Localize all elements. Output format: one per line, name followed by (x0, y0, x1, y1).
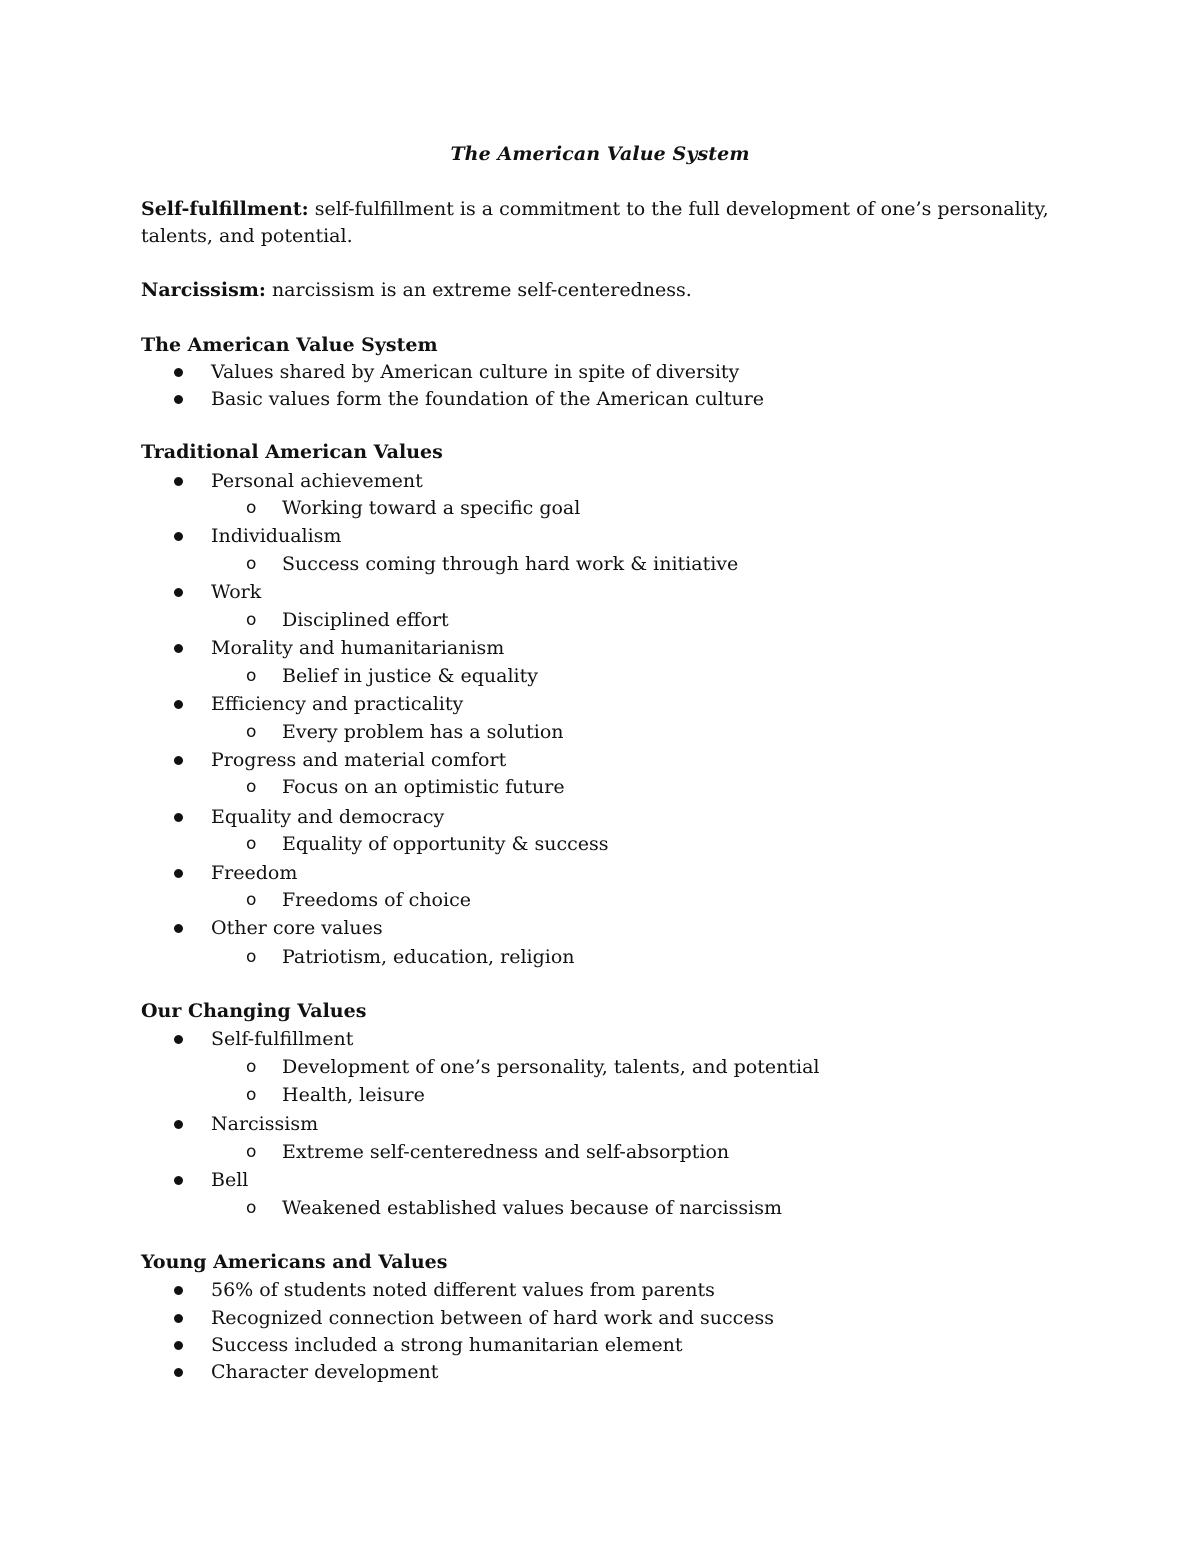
list-item-text: 56% of students noted different values from parents (211, 1279, 715, 1301)
sub-bullet-icon: o (246, 1198, 257, 1218)
list-item (141, 914, 1041, 942)
bullet-icon (174, 700, 183, 709)
list-item (141, 1025, 1041, 1053)
sub-list-item (141, 886, 1041, 914)
bullet-icon (174, 1120, 183, 1129)
document-title: The American Value System (450, 143, 750, 165)
list-item (141, 803, 1041, 831)
sub-list-item (141, 550, 1041, 578)
sub-list-item (141, 662, 1041, 690)
list-item (141, 358, 1041, 386)
sub-bullet-icon: o (246, 1057, 257, 1077)
sub-bullet-icon: o (246, 498, 257, 518)
bullet-icon (174, 1341, 183, 1350)
sub-bullet-icon: o (246, 890, 257, 910)
list-item (141, 1276, 1041, 1304)
list-item-text: Bell (211, 1169, 249, 1191)
list-item (141, 467, 1041, 495)
sub-list-item (141, 718, 1041, 746)
sub-bullet-icon: o (246, 722, 257, 742)
list-item-text: Efficiency and practicality (211, 693, 464, 715)
sub-list-item (141, 830, 1041, 858)
bullet-icon (174, 869, 183, 878)
list-item (141, 634, 1041, 662)
list-item-text: Recognized connection between of hard work and success (211, 1307, 774, 1329)
sub-bullet-icon: o (246, 666, 257, 686)
sub-list-item (141, 1138, 1041, 1166)
list-item (141, 859, 1041, 887)
bullet-icon (174, 477, 183, 486)
sub-bullet-icon: o (246, 610, 257, 630)
sub-list-item-text: Focus on an optimistic future (282, 776, 565, 798)
bullet-icon (174, 644, 183, 653)
bullet-icon (174, 756, 183, 765)
section-heading-traditional: Traditional American Values (141, 441, 443, 463)
sub-list-item (141, 1053, 1041, 1081)
list-item (141, 1304, 1041, 1332)
list-item (141, 690, 1041, 718)
list-item (141, 578, 1041, 606)
definition-narcissism (141, 277, 1051, 304)
list-item (141, 1166, 1041, 1194)
sub-list-item-text: Development of one’s personality, talents, and potential (282, 1056, 820, 1078)
sub-list-item (141, 606, 1041, 634)
definition-self-fulfillment (141, 196, 1051, 250)
list-item-text: Equality and democracy (211, 806, 445, 828)
list-item-text: Basic values form the foundation of the American culture (211, 388, 765, 410)
definition-text: self-fulfillment is a commitment to the full development of one’s personality, talents, and potential. (141, 198, 1049, 247)
section-heading-changing: Our Changing Values (141, 1000, 367, 1022)
definition-text: narcissism is an extreme self-centeredness. (265, 279, 692, 301)
bullet-icon (174, 532, 183, 541)
sub-list-item-text: Every problem has a solution (282, 721, 564, 743)
bullet-icon (174, 813, 183, 822)
bullet-icon (174, 1176, 183, 1185)
sub-bullet-icon: o (246, 777, 257, 797)
sub-list-item-text: Freedoms of choice (282, 889, 471, 911)
sub-bullet-icon: o (246, 1142, 257, 1162)
list-item (141, 385, 1041, 413)
sub-list-item (141, 943, 1041, 971)
sub-list-item-text: Belief in justice & equality (282, 665, 538, 687)
sub-list-item-text: Equality of opportunity & success (282, 833, 609, 855)
bullet-icon (174, 1035, 183, 1044)
sub-list-item-text: Working toward a specific goal (282, 497, 581, 519)
list-item-text: Progress and material comfort (211, 749, 507, 771)
list-item-text: Other core values (211, 917, 383, 939)
sub-list-item (141, 494, 1041, 522)
bullet-icon (174, 1314, 183, 1323)
section-heading-value-system: The American Value System (141, 334, 438, 356)
sub-list-item-text: Extreme self-centeredness and self-absorption (282, 1141, 730, 1163)
sub-bullet-icon: o (246, 554, 257, 574)
list-item-text: Individualism (211, 525, 342, 547)
definition-term: Self-fulfillment: (141, 198, 309, 220)
bullet-icon (174, 924, 183, 933)
sub-list-item (141, 773, 1041, 801)
sub-list-item-text: Weakened established values because of narcissism (282, 1197, 782, 1219)
list-item (141, 1358, 1041, 1386)
bullet-icon (174, 368, 183, 377)
list-item-text: Freedom (211, 862, 298, 884)
list-item-text: Narcissism (211, 1113, 319, 1135)
list-item-text: Values shared by American culture in spite of diversity (211, 361, 740, 383)
bullet-icon (174, 1286, 183, 1295)
list-item (141, 522, 1041, 550)
bullet-icon (174, 395, 183, 404)
list-item-text: Character development (211, 1361, 439, 1383)
definition-term: Narcissism: (141, 279, 266, 301)
sub-list-item-text: Health, leisure (282, 1084, 425, 1106)
list-item (141, 1110, 1041, 1138)
sub-list-item (141, 1194, 1041, 1222)
list-item-text: Success included a strong humanitarian element (211, 1334, 683, 1356)
list-item (141, 746, 1041, 774)
sub-list-item-text: Success coming through hard work & initiative (282, 553, 739, 575)
list-item-text: Self-fulfillment (211, 1028, 354, 1050)
list-item-text: Personal achievement (211, 470, 423, 492)
sub-list-item-text: Patriotism, education, religion (282, 946, 575, 968)
sub-list-item-text: Disciplined effort (282, 609, 449, 631)
sub-list-item (141, 1081, 1041, 1109)
sub-bullet-icon: o (246, 834, 257, 854)
bullet-icon (174, 1368, 183, 1377)
sub-bullet-icon: o (246, 947, 257, 967)
section-heading-young: Young Americans and Values (141, 1251, 448, 1273)
list-item-text: Morality and humanitarianism (211, 637, 505, 659)
sub-bullet-icon: o (246, 1085, 257, 1105)
list-item (141, 1331, 1041, 1359)
bullet-icon (174, 588, 183, 597)
list-item-text: Work (211, 581, 262, 603)
